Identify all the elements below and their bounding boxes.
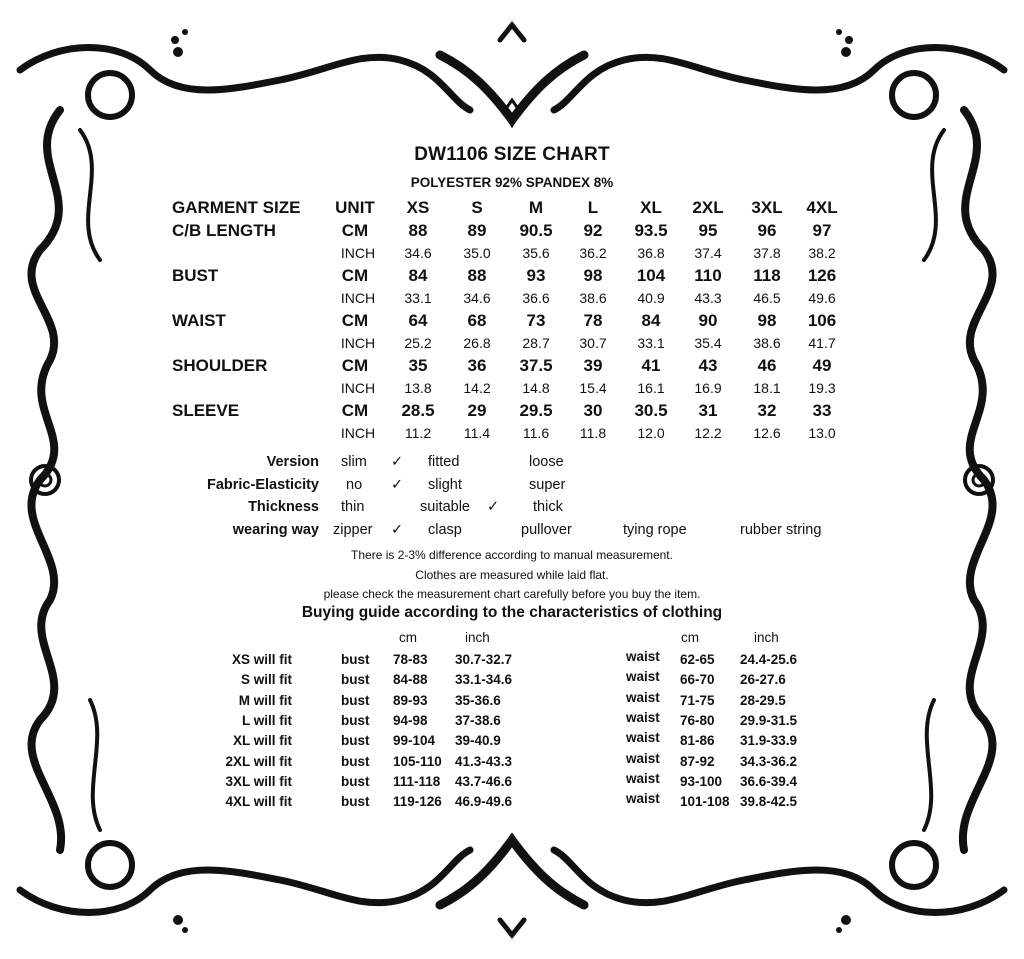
bust-label: bust (341, 652, 370, 667)
cm-value: 90 (698, 311, 718, 330)
attribute-option: no (346, 477, 363, 493)
cm-value: 126 (807, 266, 837, 285)
waist-cm-header: cm (681, 630, 699, 645)
bust-inch-range: 43.7-46.6 (455, 773, 513, 789)
inch-value: 16.1 (637, 380, 665, 396)
cm-value: 98 (583, 266, 603, 285)
attribute-option: thin (341, 499, 365, 515)
waist-label: waist (626, 689, 660, 705)
cm-value: 35 (408, 356, 428, 375)
attribute-option: clasp (428, 522, 462, 538)
bust-inch-range: 41.3-43.3 (455, 753, 513, 769)
measurement-label: WAIST (172, 311, 226, 330)
cm-value: 46 (757, 356, 777, 375)
inch-value: 13.8 (404, 380, 432, 396)
attribute-label: Fabric-Elasticity (206, 477, 319, 493)
bust-label: bust (341, 692, 370, 708)
cm-value: 96 (757, 221, 777, 240)
measurement-label: SHOULDER (172, 356, 268, 375)
cm-value: 36 (467, 356, 487, 375)
cm-value: 73 (526, 311, 546, 330)
size-header: S (471, 198, 483, 217)
waist-label: waist (626, 709, 660, 725)
measurement-label: C/B LENGTH (172, 221, 276, 240)
size-header: M (528, 198, 544, 217)
inch-value: 11.4 (463, 425, 491, 441)
cm-value: 104 (636, 266, 666, 285)
bust-cm-range: 89-93 (393, 692, 428, 708)
inch-value: 33.1 (404, 290, 432, 306)
waist-inch-range: 39.8-42.5 (740, 794, 798, 810)
note-measurement-difference: There is 2-3% difference according to manual measurement. (351, 548, 673, 562)
waist-label: waist (626, 791, 660, 807)
waist-cm-range: 71-75 (680, 692, 715, 708)
cm-value: 89 (467, 221, 487, 240)
inch-value: 37.4 (694, 245, 722, 261)
waist-cm-range: 101-108 (680, 794, 730, 810)
inch-value: 16.9 (694, 380, 722, 396)
unit-cm: CM (341, 356, 369, 375)
waist-cm-range: 76-80 (680, 712, 715, 728)
waist-inch-header: inch (754, 630, 779, 645)
cm-value: 97 (812, 221, 832, 240)
note-laid-flat: Clothes are measured while laid flat. (415, 568, 609, 582)
size-header: 2XL (692, 198, 724, 217)
attribute-option: super (529, 477, 566, 493)
attribute-option: tying rope (623, 522, 687, 538)
inch-value: 34.6 (404, 245, 432, 261)
page-title: DW1106 SIZE CHART (414, 144, 610, 165)
fit-size-label: XL will fit (232, 733, 292, 749)
inch-value: 12.2 (694, 425, 722, 441)
attribute-option: pullover (521, 522, 572, 538)
waist-cm-range: 81-86 (680, 733, 715, 749)
cm-value: 98 (757, 311, 777, 330)
fit-size-label: L will fit (242, 712, 292, 728)
bust-cm-range: 111-118 (393, 773, 441, 789)
cm-value: 78 (583, 311, 603, 330)
waist-label: waist (626, 770, 660, 786)
cm-value: 32 (757, 401, 777, 420)
unit-inch: INCH (340, 290, 376, 306)
bust-cm-range: 99-104 (393, 733, 436, 749)
attribute-label: Thickness (248, 499, 319, 515)
bust-label: bust (341, 753, 370, 769)
attribute-label: wearing way (232, 522, 319, 538)
fit-size-label: M will fit (238, 692, 292, 708)
unit-cm: CM (341, 311, 369, 330)
buying-guide-title: Buying guide according to the characteristics of clothing (301, 604, 723, 621)
cm-value: 30.5 (634, 401, 668, 420)
size-header: 3XL (751, 198, 783, 217)
inch-value: 35.6 (522, 245, 550, 261)
waist-label: waist (626, 750, 660, 766)
unit-inch: INCH (340, 335, 376, 351)
cm-value: 37.5 (519, 356, 553, 375)
waist-label: waist (626, 669, 660, 685)
inch-value: 28.7 (522, 335, 550, 351)
inch-value: 25.2 (404, 335, 432, 351)
bust-cm-range: 78-83 (393, 652, 428, 667)
inch-value: 43.3 (694, 290, 722, 306)
inch-value: 12.0 (637, 425, 665, 441)
inch-value: 18.1 (753, 380, 781, 396)
bust-label: bust (341, 672, 370, 688)
waist-cm-range: 62-65 (680, 652, 715, 667)
waist-cm-range: 93-100 (680, 773, 723, 789)
cm-value: 33 (812, 401, 832, 420)
attribute-option: fitted (428, 454, 460, 470)
unit-cm: CM (341, 401, 369, 420)
bust-cm-range: 84-88 (393, 672, 428, 688)
size-header: XS (406, 198, 430, 217)
waist-inch-range: 24.4-25.6 (740, 652, 798, 667)
cm-value: 88 (467, 266, 487, 285)
inch-value: 49.6 (808, 290, 836, 306)
fit-size-label: 3XL will fit (225, 773, 292, 789)
fit-size-label: XS will fit (231, 652, 292, 667)
cm-value: 49 (812, 356, 832, 375)
bust-cm-range: 105-110 (393, 753, 442, 769)
cm-value: 93 (526, 266, 546, 285)
attribute-option: slim (341, 454, 367, 470)
cm-value: 88 (408, 221, 428, 240)
cm-value: 95 (698, 221, 718, 240)
cm-value: 84 (641, 311, 661, 330)
attribute-option: slight (428, 477, 462, 493)
fit-size-label: 4XL will fit (225, 794, 292, 810)
size-header: 4XL (806, 198, 838, 217)
waist-label: waist (626, 730, 660, 746)
inch-value: 14.2 (463, 380, 491, 396)
fit-size-label: 2XL will fit (225, 753, 292, 769)
cm-value: 90.5 (519, 221, 553, 240)
cm-value: 31 (698, 401, 718, 420)
inch-value: 36.8 (637, 245, 665, 261)
inch-value: 38.2 (808, 245, 836, 261)
bust-inch-range: 30.7-32.7 (455, 652, 513, 667)
cm-value: 118 (753, 266, 781, 285)
cm-value: 39 (583, 356, 603, 375)
bust-cm-range: 94-98 (393, 712, 428, 728)
garment-size-header: GARMENT SIZE (172, 198, 301, 217)
waist-cm-range: 87-92 (680, 753, 715, 769)
bust-label: bust (341, 773, 370, 789)
cm-value: 30 (583, 401, 603, 420)
bust-inch-range: 33.1-34.6 (455, 672, 513, 688)
cm-value: 43 (698, 356, 718, 375)
inch-value: 11.8 (579, 425, 607, 441)
cm-value: 64 (408, 311, 428, 330)
inch-value: 13.0 (808, 425, 836, 441)
attribute-option: loose (529, 454, 564, 470)
inch-value: 11.2 (404, 425, 432, 441)
waist-inch-range: 34.3-36.2 (740, 753, 798, 769)
bust-inch-header: inch (465, 630, 490, 645)
checkmark-icon: ✓ (391, 522, 404, 538)
cm-value: 29 (467, 401, 487, 420)
size-header: L (587, 198, 599, 217)
waist-inch-range: 29.9-31.5 (740, 712, 798, 728)
cm-value: 93.5 (634, 221, 668, 240)
inch-value: 38.6 (579, 290, 607, 306)
unit-header: UNIT (335, 198, 375, 217)
cm-value: 92 (583, 221, 603, 240)
inch-value: 14.8 (522, 380, 550, 396)
cm-value: 68 (467, 311, 487, 330)
bust-cm-range: 119-126 (393, 794, 442, 810)
inch-value: 41.7 (808, 335, 836, 351)
waist-inch-range: 31.9-33.9 (740, 733, 798, 749)
unit-inch: INCH (340, 425, 376, 441)
bust-label: bust (341, 733, 370, 749)
inch-value: 37.8 (753, 245, 781, 261)
unit-cm: CM (341, 266, 369, 285)
measurement-label: SLEEVE (172, 401, 240, 420)
waist-inch-range: 26-27.6 (740, 672, 786, 688)
cm-value: 41 (641, 356, 661, 375)
attribute-option: thick (533, 499, 563, 515)
inch-value: 35.0 (463, 245, 491, 261)
bust-inch-range: 35-36.6 (455, 692, 501, 708)
inch-value: 46.5 (753, 290, 781, 306)
attribute-option: suitable (420, 499, 470, 515)
cm-value: 110 (694, 266, 722, 285)
attribute-label: Version (266, 454, 319, 470)
checkmark-icon: ✓ (391, 477, 404, 493)
inch-value: 19.3 (808, 380, 836, 396)
unit-inch: INCH (340, 245, 376, 261)
bust-cm-header: cm (399, 630, 417, 645)
bust-label: bust (341, 712, 370, 728)
fabric-composition: POLYESTER 92% SPANDEX 8% (410, 175, 614, 190)
waist-cm-range: 66-70 (680, 672, 715, 688)
cm-value: 28.5 (401, 401, 435, 420)
inch-value: 30.7 (579, 335, 607, 351)
inch-value: 26.8 (463, 335, 491, 351)
waist-inch-range: 36.6-39.4 (740, 773, 798, 789)
bust-inch-range: 39-40.9 (455, 733, 501, 749)
waist-label: waist (626, 649, 660, 664)
inch-value: 35.4 (694, 335, 722, 351)
bust-label: bust (341, 794, 370, 810)
checkmark-icon: ✓ (487, 499, 500, 515)
unit-inch: INCH (340, 380, 376, 396)
inch-value: 38.6 (753, 335, 781, 351)
cm-value: 106 (807, 311, 837, 330)
inch-value: 11.6 (522, 425, 550, 441)
bust-inch-range: 37-38.6 (455, 712, 501, 728)
unit-cm: CM (341, 221, 369, 240)
inch-value: 12.6 (753, 425, 781, 441)
checkmark-icon: ✓ (391, 454, 404, 470)
size-header: XL (640, 198, 662, 217)
fit-size-label: S will fit (240, 672, 292, 688)
inch-value: 15.4 (579, 380, 607, 396)
inch-value: 34.6 (463, 290, 491, 306)
cm-value: 84 (408, 266, 428, 285)
bust-inch-range: 46.9-49.6 (455, 794, 513, 810)
cm-value: 29.5 (519, 401, 553, 420)
attribute-option: zipper (333, 522, 373, 538)
inch-value: 33.1 (637, 335, 665, 351)
note-check-chart: please check the measurement chart carefully before you buy the item. (323, 587, 701, 601)
inch-value: 36.6 (522, 290, 550, 306)
inch-value: 36.2 (579, 245, 607, 261)
waist-inch-range: 28-29.5 (740, 692, 786, 708)
attribute-option: rubber string (740, 522, 822, 538)
measurement-label: BUST (172, 266, 219, 285)
inch-value: 40.9 (637, 290, 665, 306)
